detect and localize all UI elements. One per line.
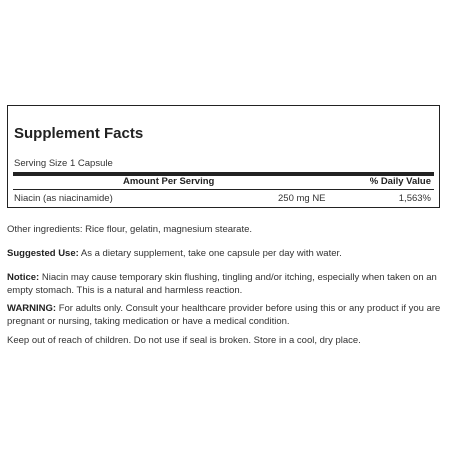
amount-per-serving-header: Amount Per Serving — [123, 176, 215, 187]
nutrient-name: Niacin (as niacinamide) — [14, 193, 113, 204]
warning — [7, 302, 443, 328]
nutrient-amount: 250 mg NE — [278, 193, 326, 204]
other-ingredients: Other ingredients: Rice flour, gelatin, magnesium stearate. — [7, 224, 253, 235]
suggested-use-label: Suggested Use: — [7, 248, 79, 259]
notice — [7, 271, 443, 297]
warning-label: WARNING: — [7, 303, 57, 314]
daily-value-header: % Daily Value — [369, 176, 431, 187]
nutrient-daily-value: 1,563% — [398, 193, 431, 204]
suggested-use-text: As a dietary supplement, take one capsule per day with water. — [78, 248, 342, 259]
thin-divider — [13, 189, 434, 190]
notice-label: Notice: — [7, 272, 40, 283]
notice-text: Niacin may cause temporary skin flushing, tingling and/or itching, especially when taken on an empty stomach. This is a natural and harmless reaction. — [7, 272, 437, 296]
warning-text: For adults only. Consult your healthcare provider before using this or any product if you are pregnant or nursing, taking medication or have a medical condition. — [7, 303, 441, 327]
storage-instructions: Keep out of reach of children. Do not use if seal is broken. Store in a cool, dry place. — [7, 335, 361, 346]
facts-title: Supplement Facts — [14, 125, 144, 142]
serving-size: Serving Size 1 Capsule — [14, 158, 113, 169]
suggested-use — [7, 247, 443, 260]
supplement-facts-panel — [7, 105, 440, 208]
